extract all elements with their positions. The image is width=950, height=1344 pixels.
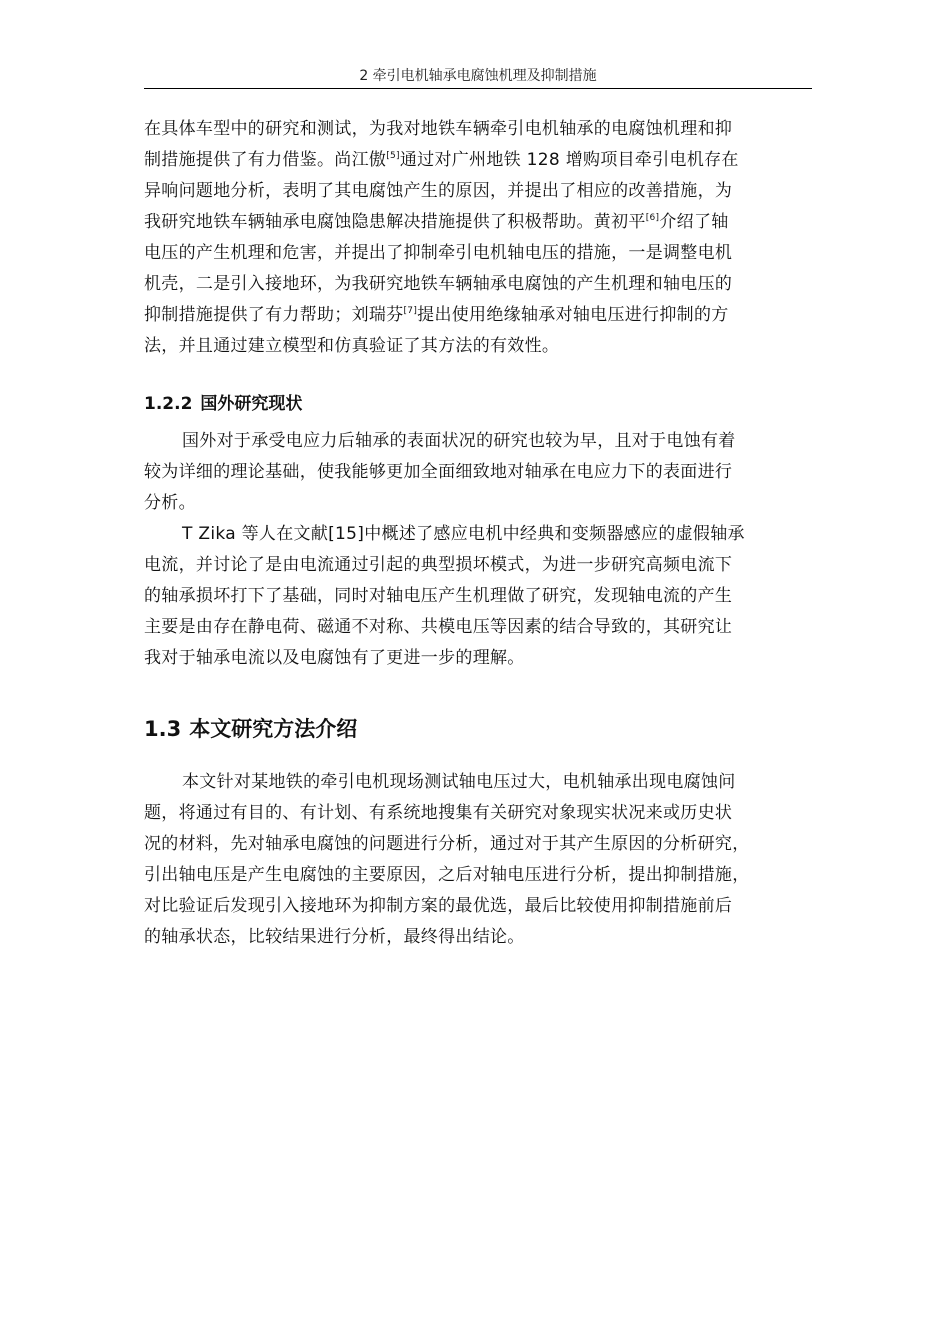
text-line: 法，并且通过建立模型和仿真验证了其方法的有效性。 (144, 336, 560, 356)
running-header: 2 牵引电机轴承电腐蚀机理及抑制措施 (359, 68, 597, 84)
text-line: T Zika 等人在文献[15]中概述了感应电机中经典和变频器感应的虚假轴承 (182, 524, 745, 544)
text-line: 况的材料，先对轴承电腐蚀的问题进行分析，通过对于其产生原因的分析研究， (144, 834, 750, 854)
text-line: 引出轴电压是产生电腐蚀的主要原因，之后对轴电压进行分析，提出抑制措施， (144, 865, 750, 885)
text-line: 我对于轴承电流以及电腐蚀有了更进一步的理解。 (144, 648, 525, 668)
citation-ref: [5] (386, 151, 400, 161)
text-line: 较为详细的理论基础，使我能够更加全面细致地对轴承在电应力下的表面进行 (144, 462, 733, 482)
text-line: 制措施提供了有力借鉴。尚江傲[5]通过对广州地铁 128 增购项目牵引电机存在 (144, 150, 739, 170)
text-line: 机壳，二是引入接地环，为我研究地铁车辆轴承电腐蚀的产生机理和轴电压的 (144, 274, 733, 294)
citation-ref: [7] (403, 306, 418, 316)
text-line: 的轴承损坏打下了基础，同时对轴电压产生机理做了研究，发现轴电流的产生 (144, 586, 733, 606)
section-heading-1-2-2 (144, 393, 302, 415)
paragraph-zika-research (144, 519, 812, 674)
section-number: 1.3 (144, 717, 182, 741)
citation-ref: [6] (645, 213, 660, 223)
text-line: 我研究地铁车辆轴承电腐蚀隐患解决措施提供了积极帮助。黄初平[6]介绍了轴 (144, 212, 729, 232)
section-number: 1.2.2 (144, 394, 193, 414)
text-line: 题，将通过有目的、有计划、有系统地搜集有关研究对象现实状况来或历史状 (144, 803, 733, 823)
text-line: 主要是由存在静电荷、磁通不对称、共模电压等因素的结合导致的，其研究让 (144, 617, 733, 637)
text-line: 分析。 (144, 493, 196, 513)
section-title: 国外研究现状 (200, 394, 303, 414)
paragraph-research-method (144, 767, 812, 953)
text-line: 异响问题地分析，表明了其电腐蚀产生的原因，并提出了相应的改善措施，为 (144, 181, 733, 201)
text-line: 本文针对某地铁的牵引电机现场测试轴电压过大，电机轴承出现电腐蚀问 (182, 772, 736, 792)
paragraph-domestic-research (144, 114, 812, 362)
text-line: 的轴承状态，比较结果进行分析，最终得出结论。 (144, 927, 525, 947)
section-heading-1-3 (144, 715, 357, 743)
text-line: 电压的产生机理和危害，并提出了抑制牵引电机轴电压的措施，一是调整电机 (144, 243, 733, 263)
text-line: 抑制措施提供了有力帮助；刘瑞芬[7]提出使用绝缘轴承对轴电压进行抑制的方 (144, 305, 729, 325)
header-rule (144, 88, 812, 89)
text-line: 对比验证后发现引入接地环为抑制方案的最优选，最后比较使用抑制措施前后 (144, 896, 733, 916)
text-line: 国外对于承受电应力后轴承的表面状况的研究也较为早，且对于电蚀有着 (182, 431, 736, 451)
text-line: 电流，并讨论了是由电流通过引起的典型损坏模式，为进一步研究高频电流下 (144, 555, 733, 575)
text-line: 在具体车型中的研究和测试，为我对地铁车辆牵引电机轴承的电腐蚀机理和抑 (144, 119, 733, 139)
paragraph-foreign-intro (144, 426, 812, 519)
section-title: 本文研究方法介绍 (189, 717, 358, 741)
